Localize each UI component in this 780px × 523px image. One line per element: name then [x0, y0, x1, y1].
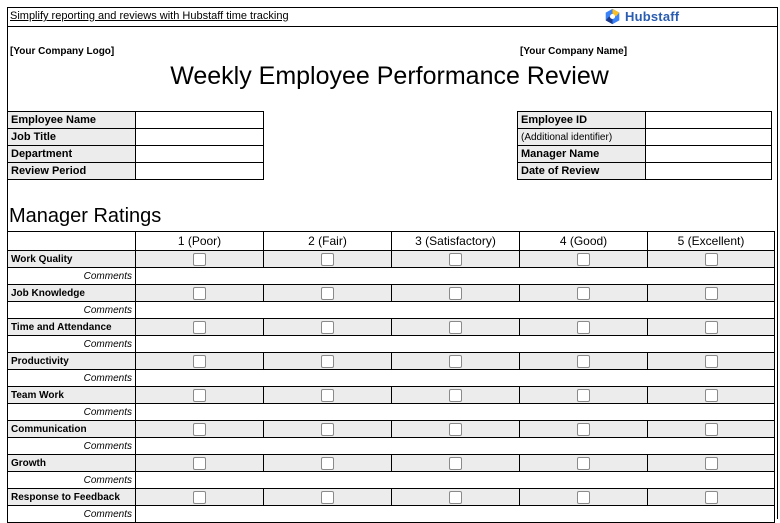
rating-column-header: 2 (Fair) — [264, 232, 392, 251]
rating-checkbox[interactable] — [321, 321, 334, 334]
employee-id-label: Employee ID — [518, 112, 646, 129]
rating-checkbox[interactable] — [449, 355, 462, 368]
category-label: Productivity — [8, 353, 136, 370]
category-label: Time and Attendance — [8, 319, 136, 336]
info_right-row — [518, 129, 772, 146]
rating-cell — [392, 285, 520, 302]
rating-row-communication — [8, 421, 775, 438]
rating-checkbox[interactable] — [577, 423, 590, 436]
comment-row — [8, 370, 775, 387]
job-title-label: Job Title — [8, 129, 136, 146]
comments-label: Comments — [8, 472, 136, 489]
date-of-review-label: Date of Review — [518, 163, 646, 180]
rating-checkbox[interactable] — [577, 287, 590, 300]
rating-cell — [520, 285, 648, 302]
employee-name-field[interactable] — [136, 112, 264, 129]
rating-cell — [136, 455, 264, 472]
rating-checkbox[interactable] — [705, 423, 718, 436]
rating-cell — [648, 251, 775, 268]
rating-checkbox[interactable] — [449, 321, 462, 334]
manager-name-label: Manager Name — [518, 146, 646, 163]
review-info-table — [517, 111, 772, 180]
comments-field[interactable] — [136, 404, 775, 421]
rating-checkbox[interactable] — [321, 253, 334, 266]
rating-checkbox[interactable] — [577, 389, 590, 402]
date-of-review-field[interactable] — [646, 163, 772, 180]
category-label: Job Knowledge — [8, 285, 136, 302]
rating-cell — [136, 353, 264, 370]
rating-cell — [648, 285, 775, 302]
rating-row-growth — [8, 455, 775, 472]
rating-checkbox[interactable] — [449, 423, 462, 436]
rating-cell — [520, 353, 648, 370]
rating-cell — [520, 489, 648, 506]
rating-checkbox[interactable] — [449, 389, 462, 402]
rating-checkbox[interactable] — [449, 491, 462, 504]
comments-field[interactable] — [136, 268, 775, 285]
category-label: Response to Feedback — [8, 489, 136, 506]
rating-row-time-and-attendance — [8, 319, 775, 336]
rating-cell — [136, 421, 264, 438]
employee-name-label: Employee Name — [8, 112, 136, 129]
comments-field[interactable] — [136, 336, 775, 353]
rating-checkbox[interactable] — [705, 355, 718, 368]
rating-cell — [264, 353, 392, 370]
category-label: Work Quality — [8, 251, 136, 268]
comments-label: Comments — [8, 336, 136, 353]
rating-cell — [520, 251, 648, 268]
rating-row-productivity — [8, 353, 775, 370]
section-title: Manager Ratings — [9, 205, 162, 227]
additional-identifier-field[interactable] — [646, 129, 772, 146]
rating-checkbox[interactable] — [193, 321, 206, 334]
comment-row — [8, 438, 775, 455]
rating-cell — [136, 387, 264, 404]
rating-checkbox[interactable] — [449, 253, 462, 266]
hubstaff-logo-icon — [604, 8, 621, 25]
department-label: Department — [8, 146, 136, 163]
comment-row — [8, 336, 775, 353]
rating-cell — [648, 455, 775, 472]
info_left-row — [8, 112, 264, 129]
comment-row — [8, 506, 775, 523]
comments-label: Comments — [8, 268, 136, 285]
rating-cell — [264, 251, 392, 268]
ratings-table — [7, 231, 775, 523]
comments-field[interactable] — [136, 506, 775, 523]
rating-cell — [136, 489, 264, 506]
rating-cell — [264, 319, 392, 336]
rating-checkbox[interactable] — [193, 355, 206, 368]
rating-cell — [392, 455, 520, 472]
comments-label: Comments — [8, 302, 136, 319]
rating-checkbox[interactable] — [705, 321, 718, 334]
comments-field[interactable] — [136, 472, 775, 489]
rating-checkbox[interactable] — [193, 287, 206, 300]
comments-label: Comments — [8, 370, 136, 387]
rating-cell — [264, 421, 392, 438]
category-label: Communication — [8, 421, 136, 438]
rating-checkbox[interactable] — [577, 491, 590, 504]
brand-logo[interactable] — [604, 8, 679, 25]
job-title-field[interactable] — [136, 129, 264, 146]
rating-column-header: 3 (Satisfactory) — [392, 232, 520, 251]
info_right-row — [518, 163, 772, 180]
rating-cell — [136, 285, 264, 302]
category-label: Growth — [8, 455, 136, 472]
rating-cell — [520, 387, 648, 404]
rating-cell — [648, 421, 775, 438]
rating-checkbox[interactable] — [321, 287, 334, 300]
comments-label: Comments — [8, 438, 136, 455]
comment-row — [8, 472, 775, 489]
rating-checkbox[interactable] — [193, 423, 206, 436]
rating-cell — [520, 319, 648, 336]
review-period-field[interactable] — [136, 163, 264, 180]
category-label: Team Work — [8, 387, 136, 404]
manager-name-field[interactable] — [646, 146, 772, 163]
rating-checkbox[interactable] — [449, 457, 462, 470]
comments-field[interactable] — [136, 438, 775, 455]
rating-cell — [264, 387, 392, 404]
rating-checkbox[interactable] — [705, 253, 718, 266]
rating-checkbox[interactable] — [705, 287, 718, 300]
rating-cell — [520, 455, 648, 472]
employee-id-field[interactable] — [646, 112, 772, 129]
rating-checkbox[interactable] — [577, 355, 590, 368]
rating-checkbox[interactable] — [321, 355, 334, 368]
department-field[interactable] — [136, 146, 264, 163]
rating-cell — [392, 387, 520, 404]
rating-cell — [648, 387, 775, 404]
banner-link[interactable]: Simplify reporting and reviews with Hubstaff time tracking — [10, 10, 289, 22]
info_left-row — [8, 163, 264, 180]
rating-checkbox[interactable] — [577, 253, 590, 266]
rating-checkbox[interactable] — [193, 457, 206, 470]
comments-label: Comments — [8, 506, 136, 523]
rating-checkbox[interactable] — [193, 491, 206, 504]
rating-column-header: 1 (Poor) — [136, 232, 264, 251]
rating-checkbox[interactable] — [705, 389, 718, 402]
rating-column-header: 5 (Excellent) — [648, 232, 775, 251]
info_left-row — [8, 129, 264, 146]
rating-cell — [392, 319, 520, 336]
additional-identifier-label: (Additional identifier) — [518, 129, 646, 146]
rating-cell — [520, 421, 648, 438]
comments-field[interactable] — [136, 302, 775, 319]
ratings-header-corner — [8, 232, 136, 251]
rating-cell — [136, 319, 264, 336]
rating-cell — [392, 489, 520, 506]
review-period-label: Review Period — [8, 163, 136, 180]
rating-checkbox[interactable] — [577, 457, 590, 470]
comment-row — [8, 302, 775, 319]
rating-checkbox[interactable] — [321, 389, 334, 402]
rating-cell — [136, 251, 264, 268]
rating-checkbox[interactable] — [321, 423, 334, 436]
rating-checkbox[interactable] — [449, 287, 462, 300]
employee-info-table — [7, 111, 264, 180]
rating-checkbox[interactable] — [705, 491, 718, 504]
rating-cell — [648, 353, 775, 370]
rating-checkbox[interactable] — [705, 457, 718, 470]
rating-checkbox[interactable] — [321, 457, 334, 470]
rating-row-team-work — [8, 387, 775, 404]
info_right-row — [518, 146, 772, 163]
company-name-placeholder: [Your Company Name] — [520, 46, 628, 57]
rating-checkbox[interactable] — [321, 491, 334, 504]
comments-label: Comments — [8, 404, 136, 421]
rating-column-header: 4 (Good) — [520, 232, 648, 251]
rating-cell — [648, 319, 775, 336]
brand-name: Hubstaff — [625, 9, 680, 24]
rating-row-work-quality — [8, 251, 775, 268]
rating-checkbox[interactable] — [193, 389, 206, 402]
comment-row — [8, 404, 775, 421]
rating-row-response-to-feedback — [8, 489, 775, 506]
rating-row-job-knowledge — [8, 285, 775, 302]
info_right-row — [518, 112, 772, 129]
rating-cell — [392, 353, 520, 370]
rating-cell — [264, 489, 392, 506]
rating-cell — [392, 421, 520, 438]
rating-cell — [264, 285, 392, 302]
info_left-row — [8, 146, 264, 163]
page-title: Weekly Employee Performance Review — [170, 62, 609, 90]
rating-cell — [264, 455, 392, 472]
company-logo-placeholder: [Your Company Logo] — [10, 46, 115, 57]
comment-row — [8, 268, 775, 285]
rating-checkbox[interactable] — [577, 321, 590, 334]
comments-field[interactable] — [136, 370, 775, 387]
rating-cell — [392, 251, 520, 268]
rating-checkbox[interactable] — [193, 253, 206, 266]
rating-cell — [648, 489, 775, 506]
